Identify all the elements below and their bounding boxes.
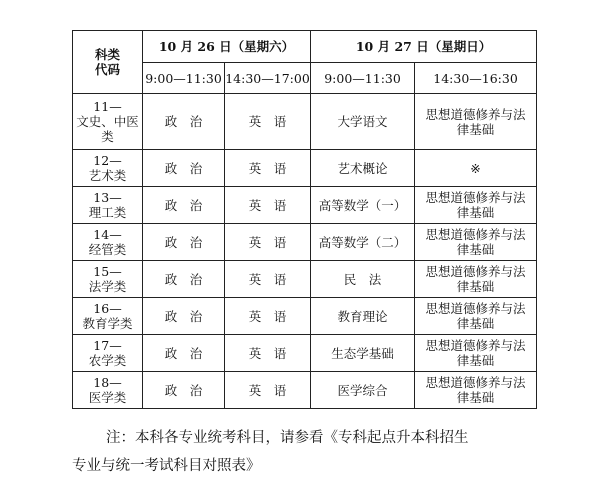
course-cell: ※ — [415, 150, 537, 187]
course-cell: 政 治 — [143, 261, 225, 298]
time-slot-header: 14:30—17:00 — [225, 63, 311, 94]
category-cell — [73, 372, 143, 409]
course-cell: 思想道德修养与法律基础 — [415, 187, 537, 224]
category-name: 理工类 — [88, 205, 127, 220]
course-cell: 艺术概论 — [311, 150, 415, 187]
exam-schedule-table — [72, 30, 537, 409]
category-code: 15— — [93, 264, 122, 279]
table-row — [73, 372, 537, 409]
course-cell: 生态学基础 — [311, 335, 415, 372]
course-cell: 英 语 — [225, 224, 311, 261]
time-slot-header: 9:00—11:30 — [143, 63, 225, 94]
category-cell — [73, 335, 143, 372]
course-cell: 政 治 — [143, 298, 225, 335]
course-cell: 政 治 — [143, 94, 225, 150]
category-name: 医学类 — [88, 390, 127, 405]
category-code: 17— — [93, 338, 122, 353]
course-cell: 英 语 — [225, 372, 311, 409]
footnote-line-2: 专业与统一考试科目对照表》 — [72, 458, 261, 474]
course-cell: 高等数学（一） — [311, 187, 415, 224]
table-row — [73, 94, 537, 150]
course-cell: 思想道德修养与法律基础 — [415, 224, 537, 261]
category-name: 文史、中医类 — [76, 114, 139, 144]
course-cell: 英 语 — [225, 187, 311, 224]
course-cell: 民 法 — [311, 261, 415, 298]
course-cell: 大学语文 — [311, 94, 415, 150]
header-row-times — [73, 63, 537, 94]
day-header-oct26: 10 月 26 日（星期六） — [143, 31, 311, 63]
course-cell: 英 语 — [225, 94, 311, 150]
footnote — [72, 424, 552, 480]
course-cell: 政 治 — [143, 150, 225, 187]
day-header-oct27: 10 月 27 日（星期日） — [311, 31, 537, 63]
course-cell: 政 治 — [143, 335, 225, 372]
table-row — [73, 224, 537, 261]
category-name: 法学类 — [88, 279, 127, 294]
category-code: 13— — [93, 190, 122, 205]
course-cell: 英 语 — [225, 298, 311, 335]
category-cell — [73, 187, 143, 224]
table-row — [73, 298, 537, 335]
table-row — [73, 261, 537, 298]
course-cell: 思想道德修养与法律基础 — [415, 335, 537, 372]
category-cell — [73, 150, 143, 187]
course-cell: 英 语 — [225, 150, 311, 187]
category-name: 经管类 — [88, 242, 127, 257]
course-cell: 思想道德修养与法律基础 — [415, 261, 537, 298]
course-cell: 政 治 — [143, 372, 225, 409]
category-code: 12— — [93, 153, 122, 168]
course-cell: 高等数学（二） — [311, 224, 415, 261]
table-row — [73, 150, 537, 187]
time-slot-header: 9:00—11:30 — [311, 63, 415, 94]
course-cell: 思想道德修养与法律基础 — [415, 372, 537, 409]
category-code: 16— — [93, 301, 122, 316]
category-cell — [73, 298, 143, 335]
category-name: 教育学类 — [82, 316, 133, 331]
course-cell: 医学综合 — [311, 372, 415, 409]
header-row-dates — [73, 31, 537, 63]
course-cell: 思想道德修养与法律基础 — [415, 94, 537, 150]
category-code-header: 科类 代码 — [73, 31, 143, 94]
category-name: 艺术类 — [88, 168, 127, 183]
footnote-line-1: 注：本科各专业统考科目，请参看《专科起点升本科招生 — [106, 430, 469, 446]
course-cell: 思想道德修养与法律基础 — [415, 298, 537, 335]
course-cell: 政 治 — [143, 224, 225, 261]
time-slot-header: 14:30—16:30 — [415, 63, 537, 94]
course-cell: 英 语 — [225, 335, 311, 372]
table-row — [73, 335, 537, 372]
course-cell: 英 语 — [225, 261, 311, 298]
category-code: 18— — [93, 375, 122, 390]
table-row — [73, 187, 537, 224]
category-cell — [73, 261, 143, 298]
category-code: 11— — [93, 99, 122, 114]
course-cell: 政 治 — [143, 187, 225, 224]
category-cell — [73, 224, 143, 261]
category-cell — [73, 94, 143, 150]
category-code: 14— — [93, 227, 122, 242]
course-cell: 教育理论 — [311, 298, 415, 335]
category-name: 农学类 — [88, 353, 127, 368]
